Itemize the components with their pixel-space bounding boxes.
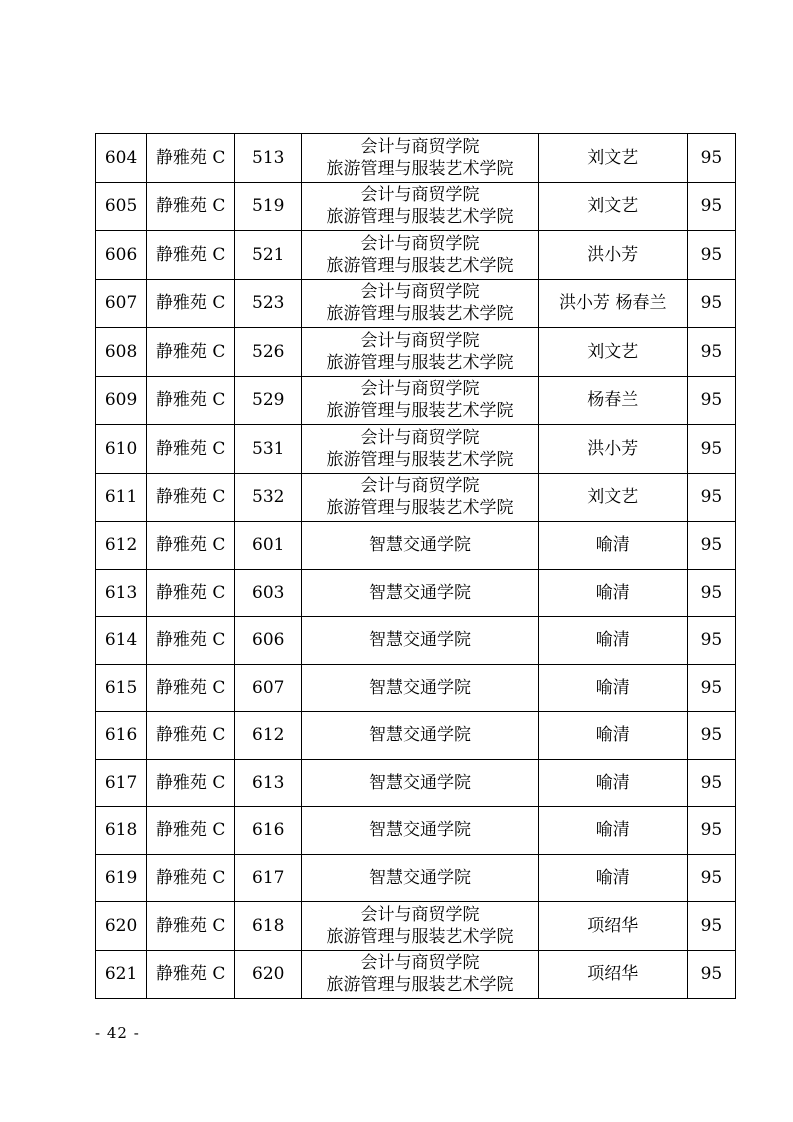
cell-inspector: 喻清 (538, 759, 687, 807)
college-name: 会计与商贸学院 (360, 476, 480, 497)
college-name: 会计与商贸学院 (360, 185, 480, 206)
cell-serial-number: 609 (96, 376, 147, 425)
cell-building: 静雅苑 C (147, 425, 235, 474)
cell-college (302, 425, 538, 474)
table-row (96, 522, 736, 570)
cell-room: 521 (235, 231, 302, 280)
cell-inspector: 项绍华 (538, 902, 687, 951)
cell-serial-number: 607 (96, 279, 147, 328)
cell-college (302, 182, 538, 231)
cell-score: 95 (687, 182, 735, 231)
cell-serial-number: 621 (96, 950, 147, 999)
cell-building: 静雅苑 C (147, 902, 235, 951)
cell-room: 617 (235, 854, 302, 902)
cell-inspector: 刘文艺 (538, 328, 687, 377)
cell-room: 601 (235, 522, 302, 570)
college-name: 旅游管理与服装艺术学院 (326, 255, 514, 276)
college-name: 旅游管理与服装艺术学院 (326, 975, 514, 996)
cell-room: 513 (235, 134, 302, 183)
cell-serial-number: 616 (96, 712, 147, 760)
college-name: 智慧交通学院 (368, 582, 471, 603)
table-row (96, 759, 736, 807)
cell-building: 静雅苑 C (147, 182, 235, 231)
cell-serial-number: 613 (96, 569, 147, 617)
cell-college (302, 376, 538, 425)
cell-serial-number: 619 (96, 854, 147, 902)
cell-college (302, 231, 538, 280)
cell-building: 静雅苑 C (147, 376, 235, 425)
cell-building: 静雅苑 C (147, 279, 235, 328)
cell-serial-number: 608 (96, 328, 147, 377)
college-name: 会计与商贸学院 (360, 233, 480, 254)
cell-college (302, 522, 538, 570)
cell-inspector: 喻清 (538, 854, 687, 902)
table-row (96, 425, 736, 474)
table-row (96, 807, 736, 855)
cell-room: 618 (235, 902, 302, 951)
college-name: 智慧交通学院 (368, 725, 471, 746)
cell-score: 95 (687, 376, 735, 425)
cell-college (302, 664, 538, 712)
cell-serial-number: 617 (96, 759, 147, 807)
college-name: 旅游管理与服装艺术学院 (326, 926, 514, 947)
cell-score: 95 (687, 617, 735, 665)
cell-room: 532 (235, 473, 302, 522)
cell-building: 静雅苑 C (147, 950, 235, 999)
cell-college (302, 279, 538, 328)
cell-serial-number: 605 (96, 182, 147, 231)
cell-building: 静雅苑 C (147, 134, 235, 183)
college-name: 旅游管理与服装艺术学院 (326, 401, 514, 422)
cell-room: 606 (235, 617, 302, 665)
cell-score: 95 (687, 807, 735, 855)
cell-score: 95 (687, 759, 735, 807)
cell-serial-number: 620 (96, 902, 147, 951)
college-name: 会计与商贸学院 (360, 904, 480, 925)
table-row (96, 231, 736, 280)
college-name: 会计与商贸学院 (360, 136, 480, 157)
cell-college (302, 759, 538, 807)
cell-inspector: 洪小芳 (538, 425, 687, 474)
cell-inspector: 刘文艺 (538, 134, 687, 183)
cell-score: 95 (687, 664, 735, 712)
cell-college (302, 902, 538, 951)
cell-inspector: 喻清 (538, 522, 687, 570)
cell-score: 95 (687, 425, 735, 474)
table-row (96, 902, 736, 951)
college-name: 智慧交通学院 (368, 535, 471, 556)
cell-room: 519 (235, 182, 302, 231)
cell-serial-number: 606 (96, 231, 147, 280)
college-name: 智慧交通学院 (368, 630, 471, 651)
cell-score: 95 (687, 712, 735, 760)
cell-inspector: 洪小芳 (538, 231, 687, 280)
college-name: 智慧交通学院 (368, 820, 471, 841)
table-row (96, 473, 736, 522)
cell-building: 静雅苑 C (147, 231, 235, 280)
college-name: 会计与商贸学院 (360, 427, 480, 448)
cell-room: 620 (235, 950, 302, 999)
cell-score: 95 (687, 950, 735, 999)
cell-building: 静雅苑 C (147, 522, 235, 570)
cell-serial-number: 614 (96, 617, 147, 665)
cell-building: 静雅苑 C (147, 664, 235, 712)
cell-serial-number: 610 (96, 425, 147, 474)
cell-college (302, 328, 538, 377)
cell-serial-number: 618 (96, 807, 147, 855)
college-name: 旅游管理与服装艺术学院 (326, 352, 514, 373)
cell-college (302, 473, 538, 522)
college-name: 旅游管理与服装艺术学院 (326, 498, 514, 519)
table-row (96, 182, 736, 231)
cell-score: 95 (687, 473, 735, 522)
cell-building: 静雅苑 C (147, 854, 235, 902)
cell-building: 静雅苑 C (147, 712, 235, 760)
cell-inspector: 喻清 (538, 712, 687, 760)
cell-score: 95 (687, 569, 735, 617)
cell-serial-number: 611 (96, 473, 147, 522)
dormitory-score-table (95, 133, 736, 999)
cell-room: 603 (235, 569, 302, 617)
cell-building: 静雅苑 C (147, 807, 235, 855)
college-name: 智慧交通学院 (368, 772, 471, 793)
cell-room: 526 (235, 328, 302, 377)
cell-serial-number: 612 (96, 522, 147, 570)
cell-score: 95 (687, 231, 735, 280)
table-body (96, 134, 736, 999)
cell-college (302, 617, 538, 665)
college-name: 旅游管理与服装艺术学院 (326, 304, 514, 325)
cell-score: 95 (687, 134, 735, 183)
cell-room: 616 (235, 807, 302, 855)
cell-score: 95 (687, 902, 735, 951)
table-row (96, 712, 736, 760)
college-name: 旅游管理与服装艺术学院 (326, 207, 514, 228)
cell-room: 613 (235, 759, 302, 807)
cell-inspector: 喻清 (538, 664, 687, 712)
college-name: 旅游管理与服装艺术学院 (326, 158, 514, 179)
cell-inspector: 刘文艺 (538, 182, 687, 231)
cell-serial-number: 615 (96, 664, 147, 712)
cell-inspector: 刘文艺 (538, 473, 687, 522)
table-row (96, 569, 736, 617)
cell-score: 95 (687, 522, 735, 570)
table-row (96, 950, 736, 999)
college-name: 会计与商贸学院 (360, 379, 480, 400)
college-name: 会计与商贸学院 (360, 330, 480, 351)
cell-score: 95 (687, 854, 735, 902)
college-name: 智慧交通学院 (368, 677, 471, 698)
college-name: 智慧交通学院 (368, 867, 471, 888)
cell-score: 95 (687, 328, 735, 377)
cell-room: 531 (235, 425, 302, 474)
cell-room: 607 (235, 664, 302, 712)
cell-building: 静雅苑 C (147, 473, 235, 522)
cell-college (302, 807, 538, 855)
table-row (96, 328, 736, 377)
college-name: 会计与商贸学院 (360, 953, 480, 974)
cell-building: 静雅苑 C (147, 569, 235, 617)
table-row (96, 279, 736, 328)
table-row (96, 617, 736, 665)
cell-building: 静雅苑 C (147, 759, 235, 807)
table-row (96, 134, 736, 183)
table-row (96, 376, 736, 425)
cell-college (302, 854, 538, 902)
cell-room: 612 (235, 712, 302, 760)
table-row (96, 664, 736, 712)
cell-room: 529 (235, 376, 302, 425)
cell-inspector: 喻清 (538, 807, 687, 855)
cell-inspector: 喻清 (538, 569, 687, 617)
cell-inspector: 杨春兰 (538, 376, 687, 425)
cell-score: 95 (687, 279, 735, 328)
cell-college (302, 134, 538, 183)
cell-inspector: 洪小芳 杨春兰 (538, 279, 687, 328)
cell-inspector: 喻清 (538, 617, 687, 665)
cell-college (302, 569, 538, 617)
page-number: - 42 - (95, 1024, 140, 1042)
cell-room: 523 (235, 279, 302, 328)
cell-serial-number: 604 (96, 134, 147, 183)
cell-building: 静雅苑 C (147, 617, 235, 665)
college-name: 旅游管理与服装艺术学院 (326, 449, 514, 470)
college-name: 会计与商贸学院 (360, 282, 480, 303)
cell-inspector: 项绍华 (538, 950, 687, 999)
cell-college (302, 950, 538, 999)
cell-college (302, 712, 538, 760)
table-row (96, 854, 736, 902)
cell-building: 静雅苑 C (147, 328, 235, 377)
